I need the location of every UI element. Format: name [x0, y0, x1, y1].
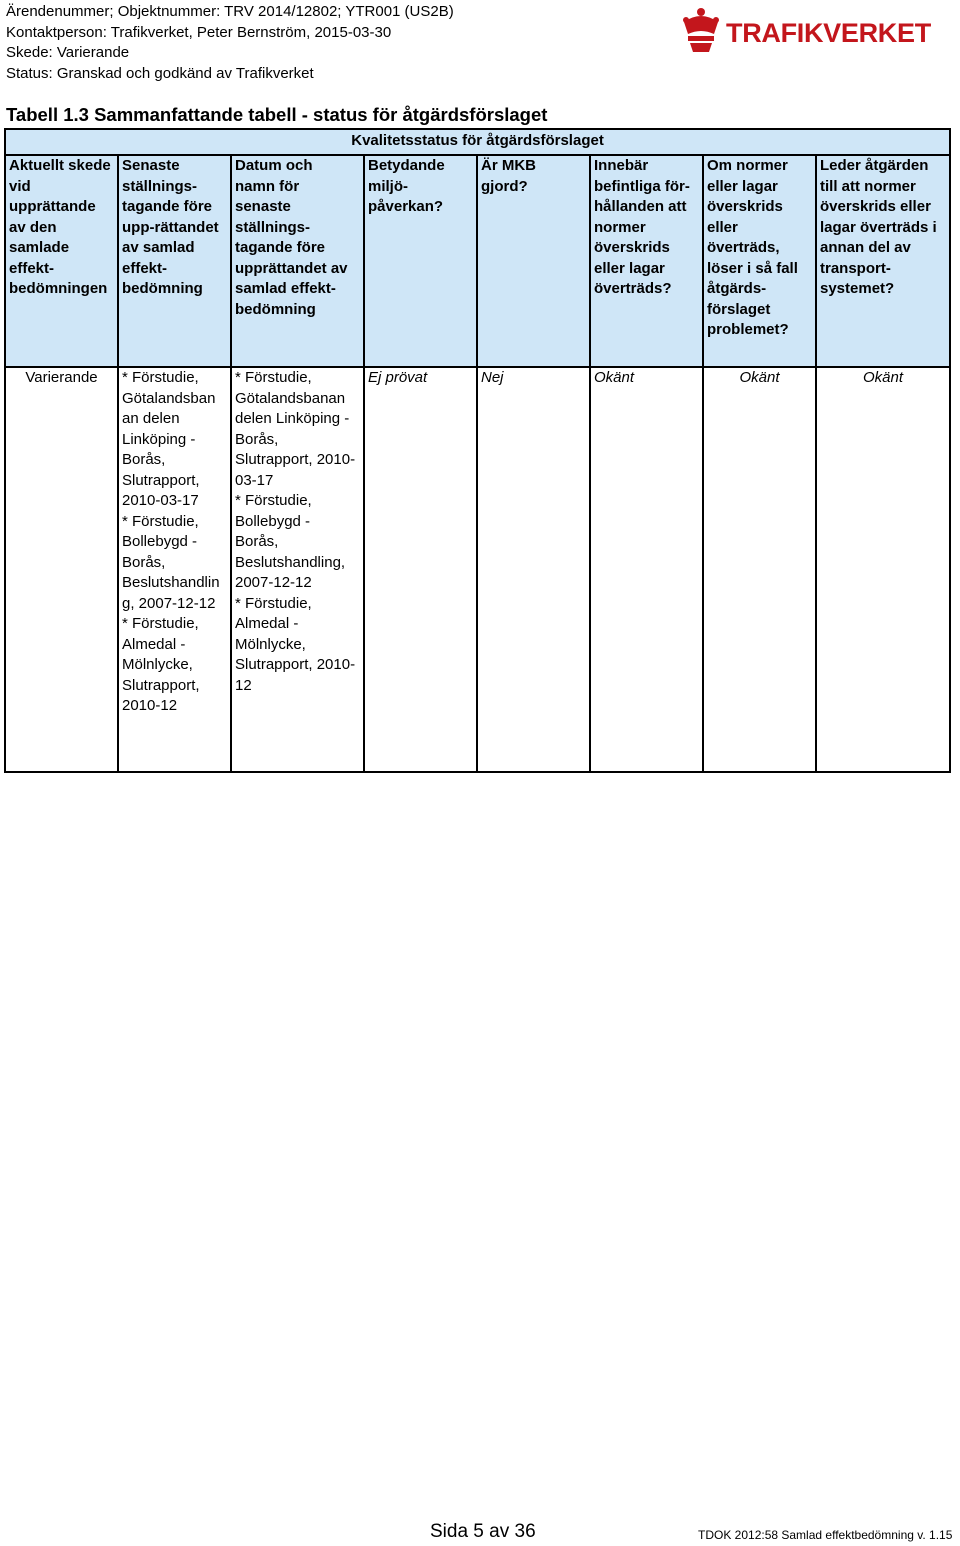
trafikverket-logo [680, 6, 950, 56]
col-header-normer: Innebär befintliga för- hållanden att normer överskrids eller lagar överträds? [590, 155, 703, 367]
meta-contact: Kontaktperson: Trafikverket, Peter Bernström, 2015-03-30 [6, 23, 392, 41]
col-header-skede: Aktuellt skede vid upprättande av den samlade effekt- bedömningen [5, 155, 118, 367]
cell-miljo: Ej prövat [364, 367, 477, 772]
cell-senaste: * Förstudie, Götalandsban an delen Linköping - Borås, Slutrapport, 2010-03-17 * Förstudie, Bollebygd - Borås, Beslutshandlin g, 2007-12-12 * Förstudie, Almedal - Mölnlycke, Slutrapport, 2010-12 [118, 367, 231, 772]
meta-stage: Skede: Varierande [6, 44, 130, 61]
logo-wordmark: TRAFIKVERKET [726, 18, 931, 48]
col-header-datum: Datum och namn för senaste ställnings- tagande före upprättandet av samlad effekt- bedömning [231, 155, 364, 367]
group-header: Kvalitetsstatus för åtgärdsförslaget [5, 129, 950, 155]
column-header-row [5, 155, 950, 367]
col-header-miljo: Betydande miljö- påverkan? [364, 155, 477, 367]
cell-mkb: Nej [477, 367, 590, 772]
cell-skede: Varierande [5, 367, 118, 772]
cell-loser: Okänt [703, 367, 816, 772]
group-header-row [5, 129, 950, 155]
col-header-mkb: Är MKB gjord? [477, 155, 590, 367]
cell-normer: Okänt [590, 367, 703, 772]
col-header-leder: Leder åtgärden till att normer överskrids eller lagar överträds i annan del av transport- systemet? [816, 155, 950, 367]
document-id: TDOK 2012:58 Samlad effektbedömning v. 1.15 [698, 1528, 953, 1542]
meta-case-number: Ärendenummer; Objektnummer: TRV 2014/12802; YTR001 (US2B) [6, 3, 454, 20]
table-row [5, 367, 950, 772]
col-header-loser: Om normer eller lagar överskrids eller överträds, löser i så fall åtgärds- förslaget problemet? [703, 155, 816, 367]
col-header-senaste: Senaste ställnings- tagande före upp-rättandet av samlad effekt- bedömning [118, 155, 231, 367]
crown-icon [680, 6, 722, 54]
table-title: Tabell 1.3 Sammanfattande tabell - status för åtgärdsförslaget [6, 104, 548, 125]
status-table [4, 128, 951, 773]
document-metadata [6, 2, 454, 84]
meta-status: Status: Granskad och godkänd av Trafikverket [6, 64, 314, 82]
page-number: Sida 5 av 36 [430, 1521, 536, 1542]
cell-datum: * Förstudie, Götalandsbanan delen Linköping - Borås, Slutrapport, 2010- 03-17 * Förstudie, Bollebygd - Borås, Beslutshandling, 2007-12-12 * Förstudie, Almedal - Mölnlycke, Slutrapport, 2010- 12 [231, 367, 364, 772]
cell-leder: Okänt [816, 367, 950, 772]
